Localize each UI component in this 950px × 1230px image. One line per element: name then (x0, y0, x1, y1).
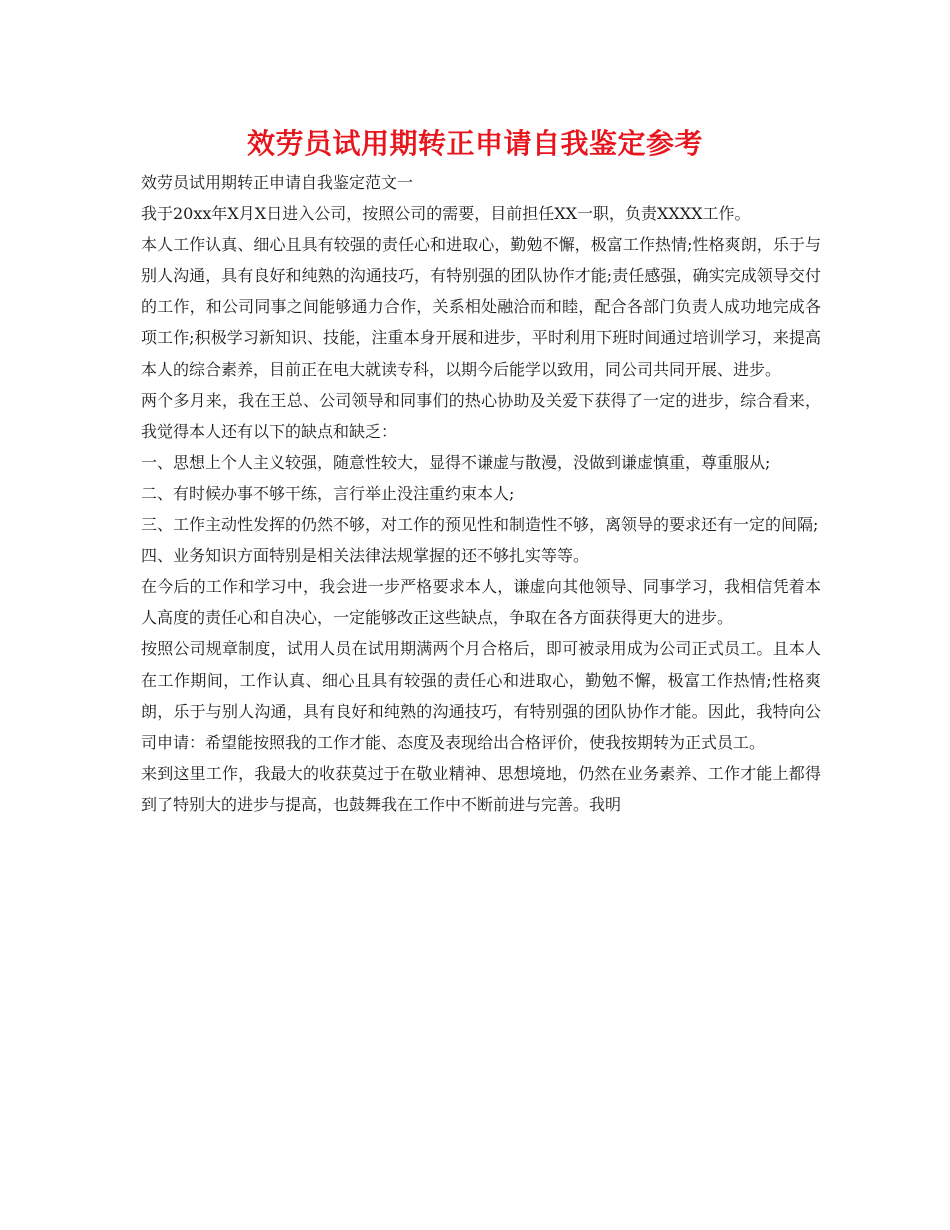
document-body (141, 167, 821, 820)
paragraph-subtitle: 效劳员试用期转正申请自我鉴定范文一 (141, 173, 414, 192)
document-title: 效劳员试用期转正申请自我鉴定参考 (246, 127, 703, 160)
list-item: 三、工作主动性发挥的仍然不够，对工作的预见性和制造性不够，离领导的要求还有一定的间隔; (141, 515, 819, 535)
paragraph: 来到这里工作，我最大的收获莫过于在敬业精神、思想境地，仍然在业务素养、工作才能上都得到了特别大的进步与提高，也鼓舞我在工作中不断前进与完善。我明 (141, 763, 821, 814)
paragraph: 在今后的工作和学习中，我会进一步严格要求本人，谦虚向其他领导、同事学习，我相信凭着本人高度的责任心和自决心，一定能够改正这些缺点，争取在各方面获得更大的进步。 (141, 577, 821, 628)
paragraph: 两个多月来，我在王总、公司领导和同事们的热心协助及关爱下获得了一定的进步，综合看来，我觉得本人还有以下的缺点和缺乏： (141, 390, 821, 441)
paragraph: 按照公司规章制度，试用人员在试用期满两个月合格后，即可被录用成为公司正式员工。且本人在工作期间，工作认真、细心且具有较强的责任心和进取心，勤勉不懈，极富工作热情;性格爽朗，乐于与别人沟通，具有良好和纯熟的沟通技巧，有特别强的团队协作才能。因此，我特向公司申请：希望能按照我的工作才能、态度及表现给出合格评价，使我按期转为正式员工。 (141, 639, 821, 752)
paragraph: 本人工作认真、细心且具有较强的责任心和进取心，勤勉不懈，极富工作热情;性格爽朗，乐于与别人沟通，具有良好和纯熟的沟通技巧，有特别强的团队协作才能;责任感强，确实完成领导交付的工作，和公司同事之间能够通力合作，关系相处融洽而和睦，配合各部门负责人成功地完成各项工作;积极学习新知识、技能，注重本身开展和进步，平时利用下班时间通过培训学习，来提高本人的综合素养，目前正在电大就读专科，以期今后能学以致用，同公司共同开展、进步。 (141, 235, 821, 379)
list-item: 四、业务知识方面特别是相关法律法规掌握的还不够扎实等等。 (141, 546, 590, 566)
paragraph: 我于20xx年X月X日进入公司，按照公司的需要，目前担任XX一职，负责XXXX工作。 (141, 204, 751, 224)
list-item: 一、思想上个人主义较强，随意性较大，显得不谦虚与散漫，没做到谦虚慎重，尊重服从; (141, 452, 771, 472)
list-item: 二、有时候办事不够干练，言行举止没注重约束本人; (141, 483, 515, 503)
